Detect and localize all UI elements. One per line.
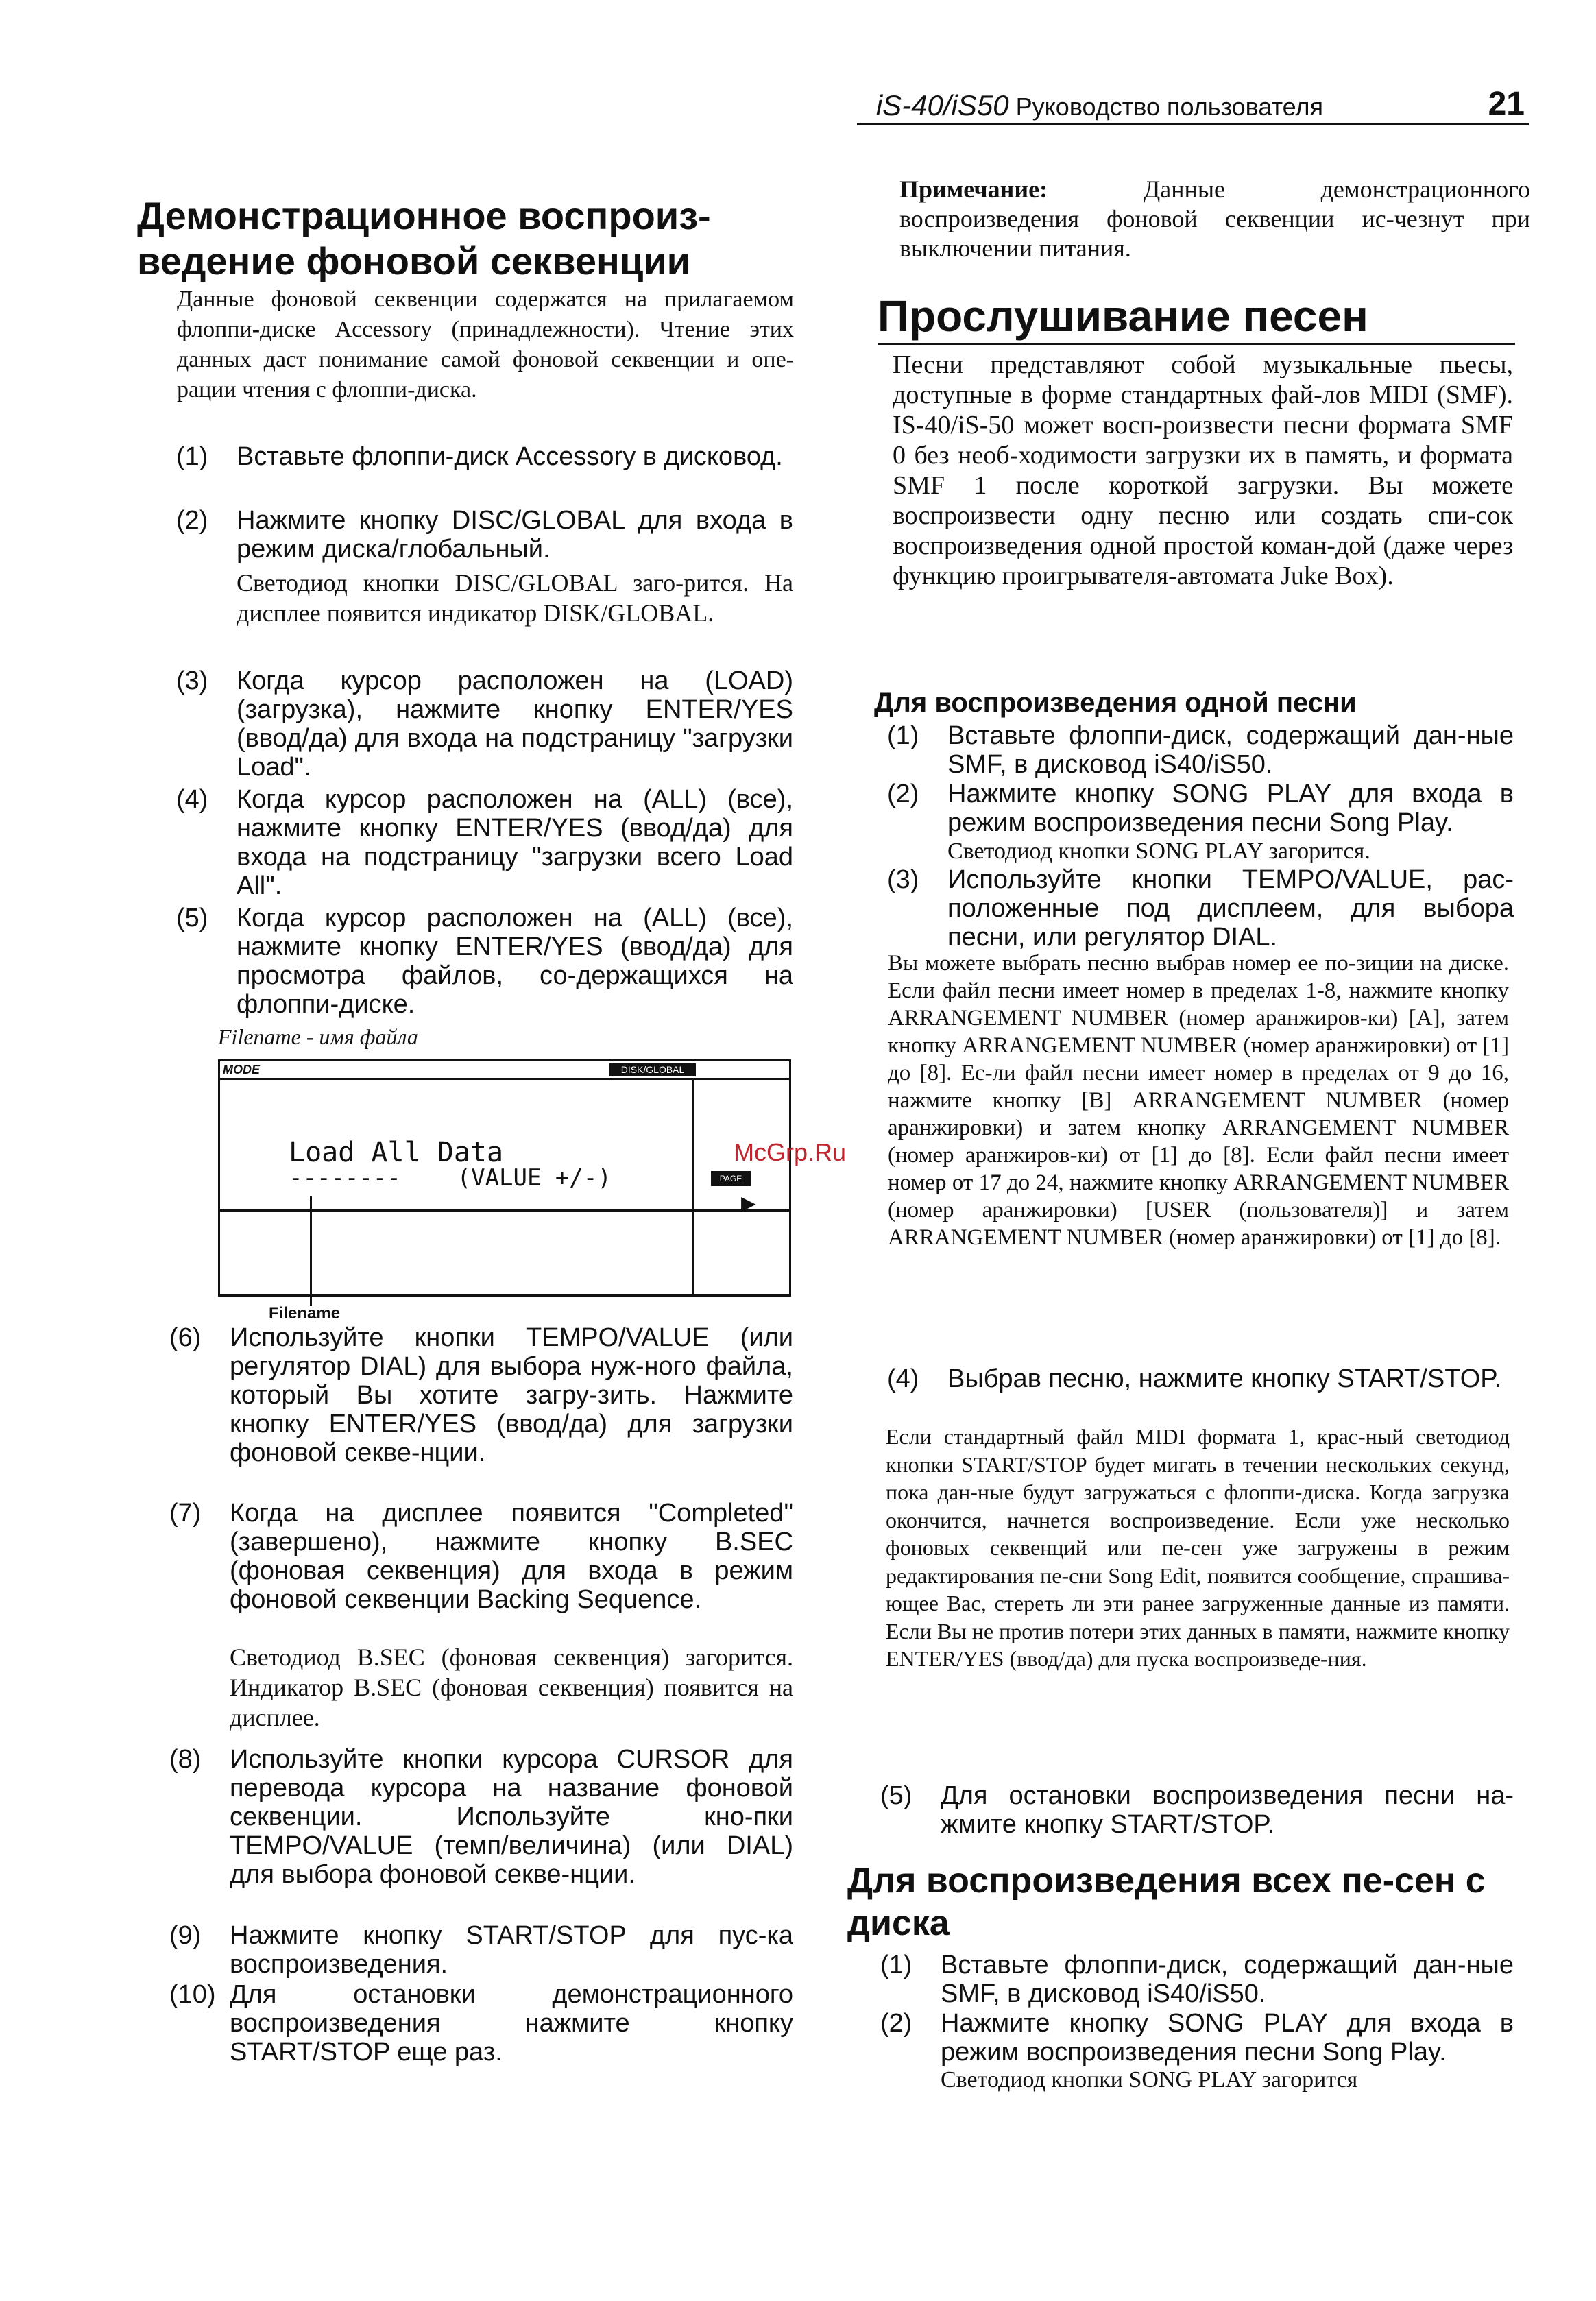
subtitle-one-song: Для воспроизведения одной песни <box>874 688 1357 718</box>
lcd-arrow-icon: ▶ <box>741 1192 756 1214</box>
lcd-vertical-divider <box>692 1078 694 1294</box>
step-2 <box>176 506 793 564</box>
left-intro: Данные фоновой секвенции содержатся на прилагаемом флоппи-диске Accessory (принадлежности). Чтение этих данных даст понимание самой фоновой секвенции и опе-рации чтения с флоппи-диска. <box>177 287 794 402</box>
header-model: iS-40/iS50 <box>875 89 1009 121</box>
step-1 <box>176 442 793 471</box>
lcd-mode: MODE <box>223 1063 260 1076</box>
step-text: Нажмите кнопку START/STOP для пус-ка воспроизведения. <box>230 1921 793 1979</box>
lcd-line-2: -------- (VALUE +/-) <box>289 1164 612 1192</box>
step-text: Когда курсор расположен на (ALL) (все), нажмите кнопку ENTER/YES (ввод/да) для просмотра файлов, со-держащихся на флоппи-диске. <box>237 904 793 1019</box>
song-step-2 <box>887 780 1514 837</box>
step-number: (4) <box>176 785 208 814</box>
step-text: Когда курсор расположен на (LOAD) (загрузка), нажмите кнопку ENTER/YES (ввод/да) для входа на подстраницу "загрузки Load". <box>237 666 793 782</box>
title-rule <box>878 343 1515 345</box>
page-number: 21 <box>1488 86 1525 122</box>
step-text: Выбрав песню, нажмите кнопку START/STOP. <box>947 1364 1502 1393</box>
step-number: (6) <box>169 1323 202 1352</box>
filename-pointer-line <box>310 1196 312 1306</box>
all-step-2 <box>880 2009 1514 2067</box>
left-title: Демонстрационное воспроиз-ведение фоновой секвенции <box>137 194 711 282</box>
lcd-top-line <box>220 1078 789 1080</box>
step-text: Нажмите кнопку DISC/GLOBAL для входа в режим диска/глобальный. <box>237 506 793 564</box>
step-text: Вставьте флоппи-диск, содержащий дан-ные SMF, в дисковод iS40/iS50. <box>941 1951 1514 2008</box>
step-text: Нажмите кнопку SONG PLAY для входа в режим воспроизведения песни Song Play. <box>941 2009 1514 2067</box>
note-block <box>899 175 1530 263</box>
right-title: Прослушивание песен <box>878 291 1368 341</box>
step-text: Для остановки демонстрационного воспроизведения нажмите кнопку START/STOP еще раз. <box>230 1980 793 2067</box>
step-number: (7) <box>169 1499 202 1528</box>
step-6 <box>169 1323 793 1467</box>
step-number: (4) <box>887 1364 919 1393</box>
step-number: (2) <box>887 780 919 808</box>
subtitle-all-songs: Для воспроизведения всех пе-сен с диска <box>847 1861 1486 1943</box>
step-text: Нажмите кнопку SONG PLAY для входа в режим воспроизведения песни Song Play. <box>947 780 1514 837</box>
filename-caption: Filename <box>269 1304 341 1323</box>
lcd-horizontal-divider <box>220 1209 789 1212</box>
step-text: Вставьте флоппи-диск, содержащий дан-ные SMF, в дисковод iS40/iS50. <box>947 721 1514 779</box>
step-number: (3) <box>176 666 208 695</box>
lcd-badge: DISK/GLOBAL <box>609 1063 696 1076</box>
step-text: Когда курсор расположен на (ALL) (все), нажмите кнопку ENTER/YES (ввод/да) для входа на подстраницу "загрузки всего Load All". <box>237 785 793 900</box>
step-number: (2) <box>880 2009 912 2038</box>
song-step-4 <box>887 1364 1514 1393</box>
step-number: (8) <box>169 1745 202 1774</box>
all-step-1 <box>880 1951 1514 2008</box>
page-header <box>857 82 1529 125</box>
song-step-5 <box>880 1781 1514 1839</box>
lcd-line-1: Load All Data <box>289 1137 504 1168</box>
filename-label: Filename - имя файла <box>218 1024 418 1049</box>
step-text: Используйте кнопки TEMPO/VALUE, рас-положенные под дисплеем, для выбора песни, или регулятор DIAL. <box>947 865 1514 952</box>
step-number: (3) <box>887 865 919 894</box>
step-8 <box>169 1745 793 1889</box>
step-text: Используйте кнопки TEMPO/VALUE (или регулятор DIAL) для выбора нуж-ного файла, который Вы хотите загру-зить. Нажмите кнопку ENTER/YES (ввод/да) для загрузки фоновой секве-нции. <box>230 1323 793 1467</box>
step-4 <box>176 785 793 900</box>
step-number: (5) <box>880 1781 912 1810</box>
step-text: Когда на дисплее появится "Completed" (завершено), нажмите кнопку B.SEC (фоновая секвенция) для входа в режим фоновой секвенции Backing Sequence. <box>230 1499 793 1614</box>
step-2-note: Светодиод кнопки DISC/GLOBAL заго-рится. На дисплее появится индикатор DISK/GLOBAL. <box>237 569 793 627</box>
all-step-2-note: Светодиод кнопки SONG PLAY загорится <box>941 2067 1358 2093</box>
step-number: (2) <box>176 506 208 535</box>
songs-intro: Песни представляют собой музыкальные пьесы, доступные в форме стандартных фай-лов MIDI (SMF). IS-40/iS-50 может восп-роизвести песни формата SMF 0 без необ-ходимости загрузки их в память, и формата SMF 1 после короткой загрузки. Вы можете воспроизвести одну песню или создать спи-сок воспроизведения одной простой коман-дой (даже через функцию проигрывателя-автомата Juke Box). <box>893 350 1513 590</box>
step-3 <box>176 666 793 782</box>
step-9 <box>169 1921 793 1979</box>
step-number: (1) <box>880 1951 912 1979</box>
step-7 <box>169 1499 793 1614</box>
step-text: Для остановки воспроизведения песни на-жмите кнопку START/STOP. <box>941 1781 1514 1839</box>
step-number: (5) <box>176 904 208 932</box>
step-5 <box>176 904 793 1019</box>
watermark: McGrp.Ru <box>734 1138 847 1166</box>
note-label: Примечание: <box>899 176 1048 203</box>
header-subtitle: Руководство пользователя <box>1015 93 1323 121</box>
lcd-display <box>218 1059 791 1297</box>
song-step-3 <box>887 865 1514 952</box>
song-step-1 <box>887 721 1514 779</box>
step-number: (1) <box>887 721 919 750</box>
step-text: Вставьте флоппи-диск Accessory в дисковод. <box>237 442 783 471</box>
step-7-note: Светодиод B.SEC (фоновая секвенция) загорится. Индикатор B.SEC (фоновая секвенция) появится на дисплее. <box>230 1643 793 1731</box>
step-number: (9) <box>169 1921 202 1950</box>
song-step-2-note: Светодиод кнопки SONG PLAY загорится. <box>947 839 1370 864</box>
lcd-page-badge: PAGE <box>711 1171 751 1186</box>
step-text: Используйте кнопки курсора CURSOR для перевода курсора на название фоновой секвенции. Используйте кно-пки TEMPO/VALUE (темп/величина) (или DIAL) для выбора фоновой секве-нции. <box>230 1745 793 1889</box>
midi-format-paragraph: Если стандартный файл MIDI формата 1, крас-ный светодиод кнопки START/STOP будет мигать в течении нескольких секунд, пока дан-ные будут загружаться с флоппи-диска. Когда загрузка окончится, начнется воспроизведение. Если уже несколько фоновых секвенций или пе-сен уже загружены в режим редактирования пе-сни Song Edit, появится сообщение, спрашива-ющее Вас, стереть ли эти ранее загруженные данные из памяти. Если Вы не против потери этих данных в памяти, нажмите кнопку ENTER/YES (ввод/да) для пуска воспроизведе-ния. <box>886 1424 1510 1671</box>
header-title <box>876 89 1323 122</box>
step-number: (1) <box>176 442 208 471</box>
note-text: Данные демонстрационного воспроизведения фоновой секвенции ис-чезнут при выключении питания. <box>899 176 1531 262</box>
step-10 <box>169 1980 793 2067</box>
step-number: (10) <box>169 1980 216 2009</box>
song-select-paragraph: Вы можете выбрать песню выбрав номер ее по-зиции на диске. Если файл песни имеет номер в пределах 1-8, нажмите кнопку ARRANGEMENT NUMBER (номер аранжиров-ки) [A], затем кнопку ARRANGEMENT NUMBER (номер аранжировки) от [1] до [8]. Ес-ли файл песни имеет номер в пределах от 9 до 16, нажмите кнопку [B] ARRANGEMENT NUMBER (номер аранжировки) и затем кнопку ARRANGEMENT NUMBER (номер аранжиров-ки) от [1] до [8]. Если файл песни имеет номер от 17 до 24, нажмите кнопку ARRANGEMENT NUMBER (номер аранжировки) [USER (пользователя)] и затем ARRANGEMENT NUMBER (номер аранжировки) от [1] до [8]. <box>888 951 1509 1250</box>
